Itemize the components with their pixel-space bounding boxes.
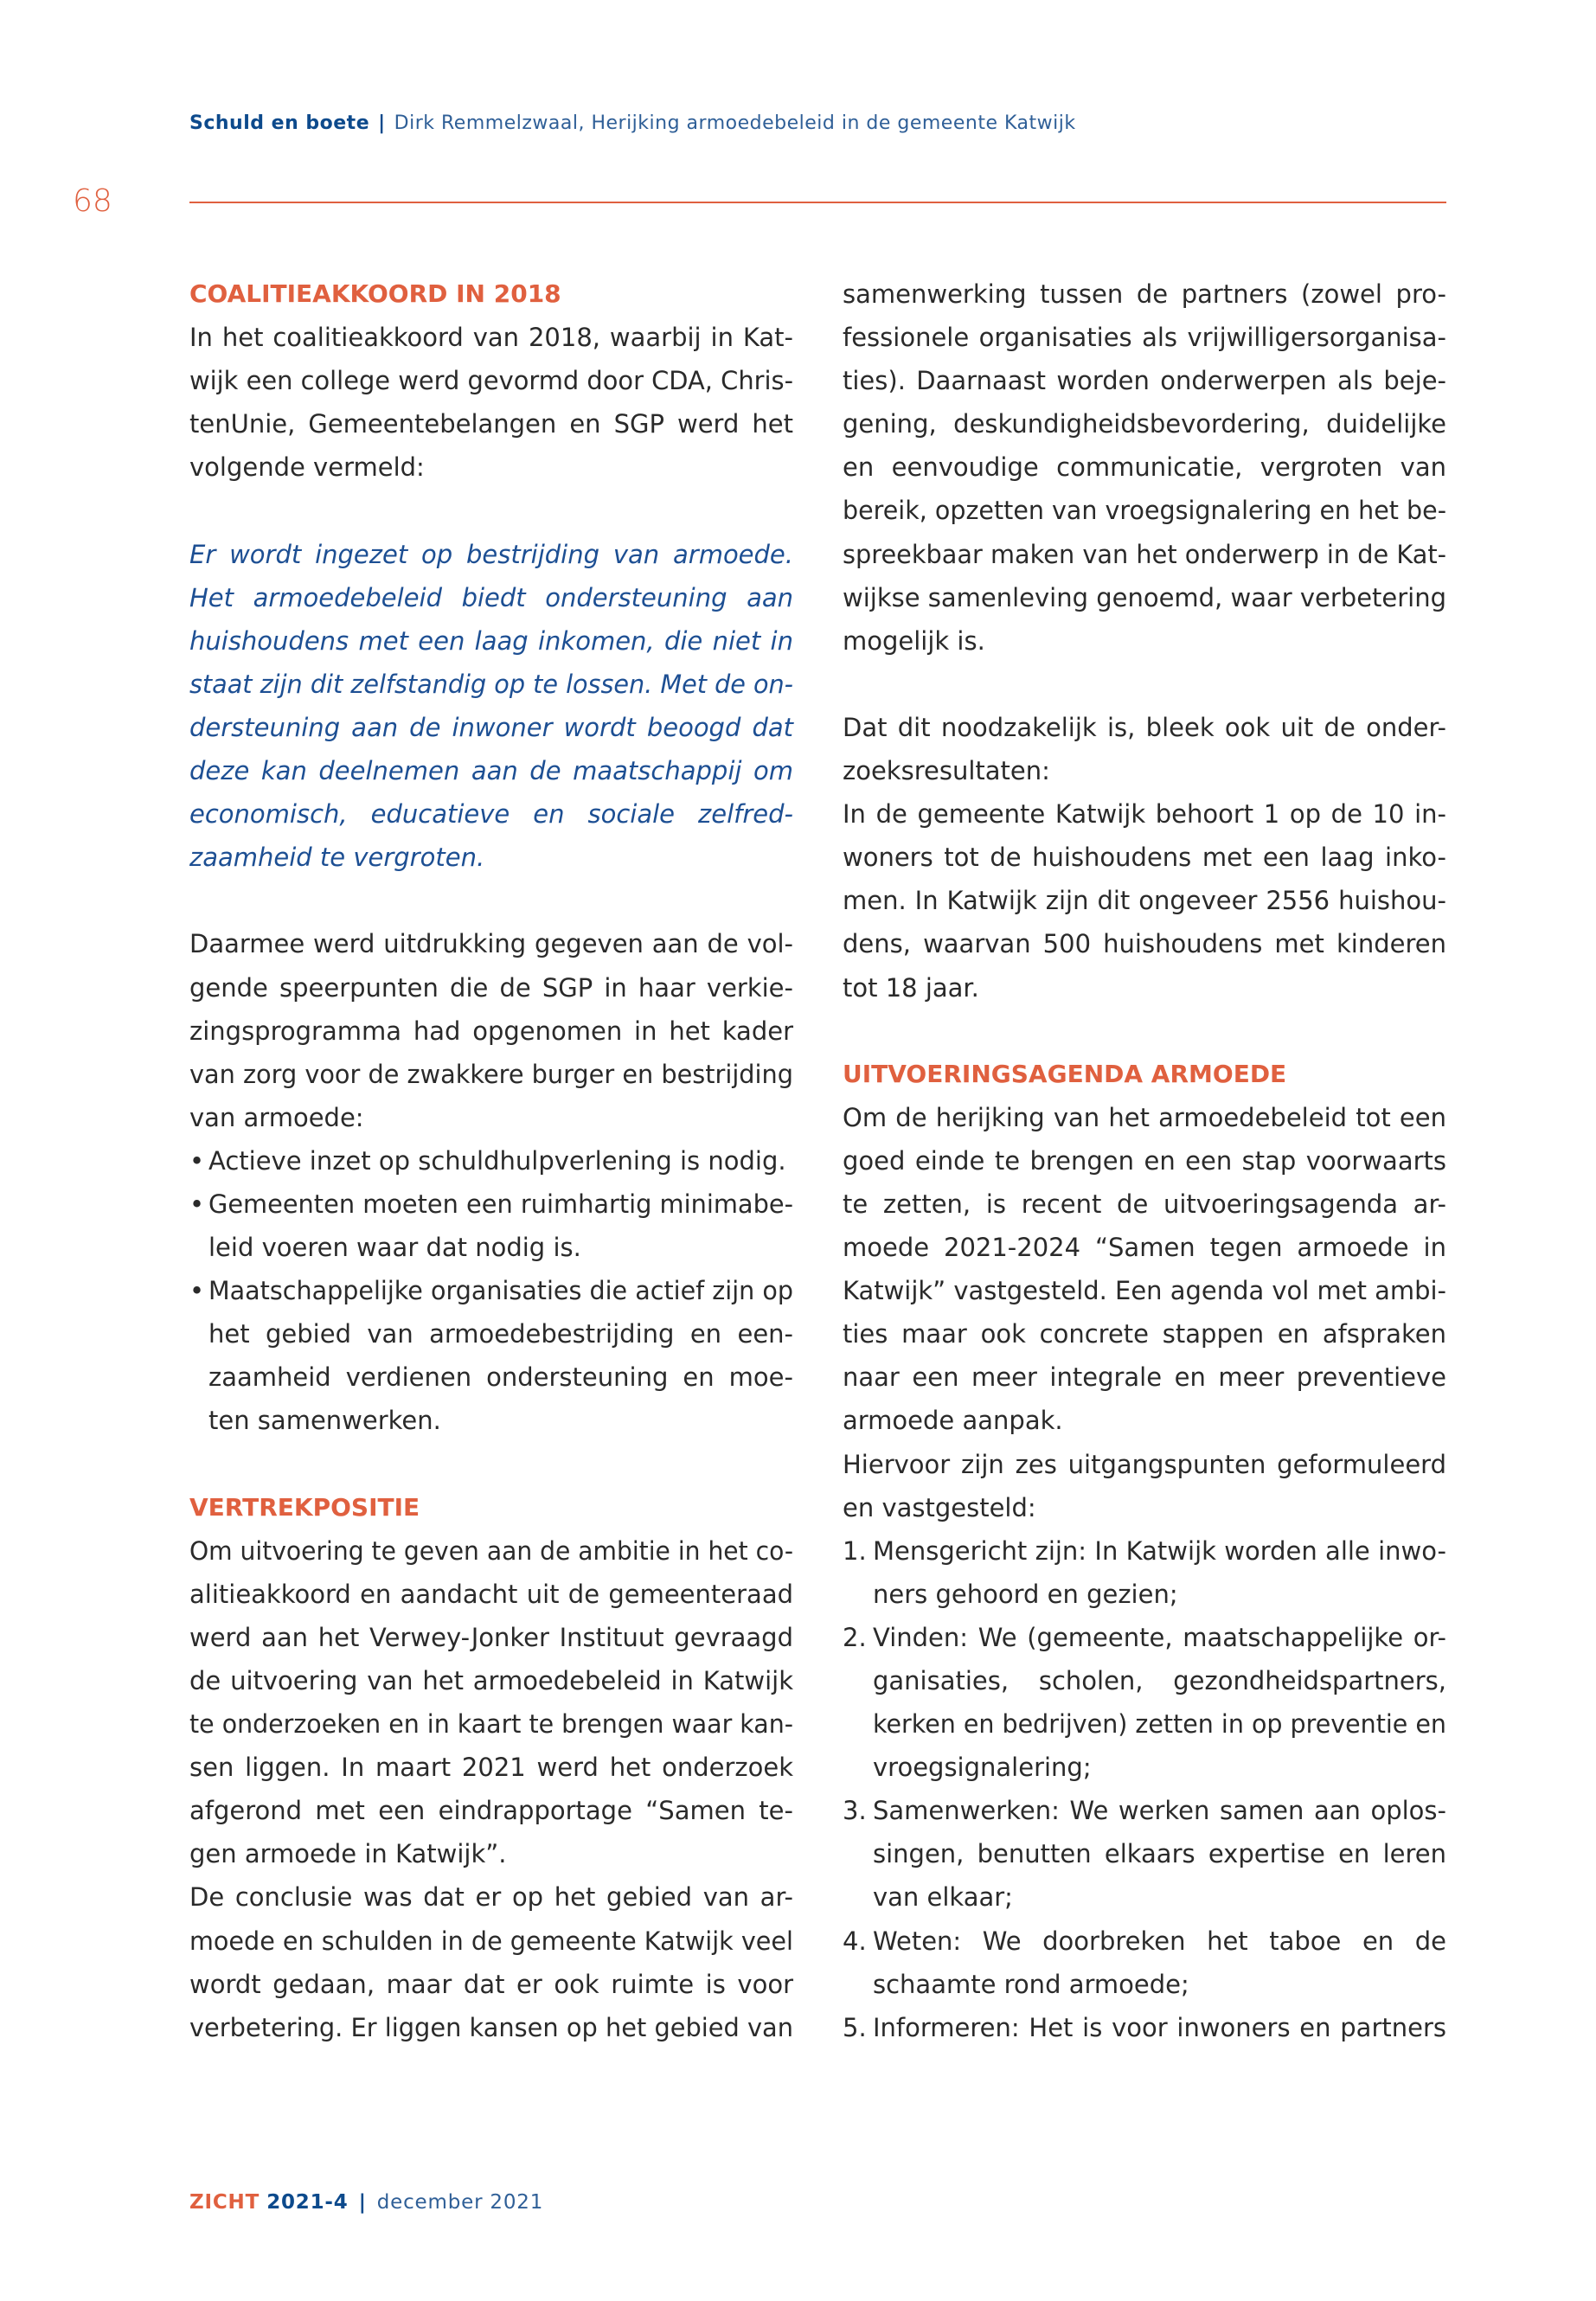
text-line [189,402,793,445]
line-text: vroegsignalering; [873,1753,1092,1783]
line-text: werd aan het Verwey-Jonker Instituut gevraagd [189,1622,793,1652]
line-text: Om uitvoering te geven aan de ambitie in het co- [189,1535,793,1566]
text-line [189,1269,793,1312]
blank-line [189,489,793,532]
line-text: Maatschappelijke organisaties die actief zijn op [208,1276,793,1306]
line-text: tenUnie, Gemeentebelangen en SGP werd het [189,409,793,439]
line-text: van elkaar; [873,1882,1013,1913]
line-text: verbetering. Er liggen kansen op het gebied van [189,2012,793,2042]
text-line [189,1746,793,1789]
line-text: Vinden: We (gemeente, maatschappelijke or- [873,1622,1446,1652]
text-line [189,359,793,402]
line-text: Informeren: Het is voor inwoners en partners [873,2012,1446,2042]
line-text: ganisaties, scholen, gezondheidspartners, [873,1666,1446,1695]
text-line [843,359,1446,402]
line-text: singen, benutten elkaars expertise en leren [873,1839,1446,1869]
line-text: moede en schulden in de gemeente Katwijk veel [189,1926,793,1956]
text-line [189,1139,793,1183]
line-text: In de gemeente Katwijk behoort 1 op de 10 in- [843,799,1446,830]
text-line [843,1183,1446,1226]
section-heading [843,1053,1446,1096]
text-line [843,706,1446,749]
line-text: te zetten, is recent de uitvoeringsagenda ar- [843,1189,1446,1219]
text-line [843,2006,1446,2049]
text-line [843,1269,1446,1312]
text-line [843,1096,1446,1139]
line-text: zaamheid te vergroten. [189,843,485,873]
blank-line [189,879,793,922]
running-header [189,112,1076,134]
text-line [843,1443,1446,1486]
line-text: zoeksresultaten: [843,756,1050,786]
text-line [189,1789,793,1832]
line-text: van zorg voor de zwakkere burger en bestrijding [189,1059,793,1089]
text-line [189,445,793,489]
line-text: volgende vermeld: [189,452,425,483]
line-text: de uitvoering van het armoedebeleid in Katwijk [189,1666,793,1695]
page-number: 68 [73,183,112,219]
text-line [189,922,793,965]
text-line [189,1096,793,1139]
line-text: Dat dit noodzakelijk is, bleek ook uit de onder- [843,712,1446,742]
line-text: men. In Katwijk zijn dit ongeveer 2556 huishou- [843,886,1446,916]
line-text: Katwijk” vastgesteld. Een agenda vol met ambi- [843,1276,1446,1306]
line-text: zaamheid verdienen ondersteuning en moe- [208,1362,793,1393]
text-line [843,836,1446,879]
line-text: ten samenwerken. [208,1406,441,1436]
text-line [843,1486,1446,1529]
text-line [189,1399,793,1442]
line-text: wijkse samenleving genoemd, waar verbetering [843,582,1446,612]
section-heading [189,1486,793,1529]
line-text: gen armoede in Katwijk”. [189,1839,507,1869]
text-line [843,966,1446,1009]
line-text: samenwerking tussen de partners (zowel pro- [843,279,1446,309]
line-text: UITVOERINGSAGENDA ARMOEDE [843,1059,1287,1088]
line-text: VERTREKPOSITIE [189,1492,420,1522]
line-text: spreekbaar maken van het onderwerp in de Kat- [843,539,1446,569]
section-heading [189,272,793,316]
line-text: ners gehoord en gezien; [873,1579,1178,1609]
text-line [843,1832,1446,1875]
line-text: Mensgericht zijn: In Katwijk worden alle inwo- [873,1535,1446,1566]
line-text: het gebied van armoedebestrijding en een- [208,1319,793,1349]
line-text: Het armoedebeleid biedt ondersteuning aan [189,582,793,612]
text-line [843,792,1446,836]
line-text: sen liggen. In maart 2021 werd het onderzoek [189,1753,793,1783]
text-line [843,1789,1446,1832]
line-text: wijk een college werd gevormd door CDA, Chris- [189,366,793,396]
line-text: van armoede: [189,1102,364,1132]
text-line [189,1875,793,1919]
text-line [189,749,793,792]
list-number: 2. [843,1622,867,1652]
line-text: economisch, educatieve en sociale zelfred- [189,799,793,830]
text-line [843,1746,1446,1789]
line-text: ties). Daarnaast worden onderwerpen als beje- [843,366,1446,396]
line-text: huishoudens met een laag inkomen, die niet in [189,625,793,656]
line-text: COALITIEAKKOORD IN 2018 [189,279,561,308]
text-line [843,272,1446,316]
line-text: dersteuning aan de inwoner wordt beoogd dat [189,712,793,742]
line-text: bereik, opzetten van vroegsignalering en het be- [843,496,1446,526]
text-line [189,1963,793,2006]
line-text: naar een meer integrale en meer preventieve [843,1362,1446,1393]
text-line [189,663,793,706]
line-text: gening, deskundigheidsbevordering, duidelijke [843,409,1446,439]
line-text: dens, waarvan 500 huishoudens met kinderen [843,929,1446,959]
line-text: alitieakkoord en aandacht uit de gemeenteraad [189,1579,793,1609]
blank-line [189,1443,793,1486]
text-line [843,1616,1446,1659]
text-line [843,619,1446,663]
text-line [189,1832,793,1875]
text-line [843,1702,1446,1746]
text-line [189,1920,793,1963]
footer-magazine: ZICHT [189,2191,260,2214]
line-text: Weten: We doorbreken het taboe en de [873,1926,1446,1956]
text-line [843,1529,1446,1573]
line-text: In het coalitieakkoord van 2018, waarbij in Kat- [189,323,793,353]
footer-separator: | [358,2191,367,2214]
list-number: 4. [843,1926,867,1956]
text-line [189,1573,793,1616]
line-text: Samenwerken: We werken samen aan oplos- [873,1796,1446,1826]
text-line [189,1702,793,1746]
text-line [189,619,793,663]
blank-line [843,663,1446,706]
text-line [843,445,1446,489]
line-text: ties maar ook concrete stappen en afspraken [843,1319,1446,1349]
bullet-icon: • [189,1145,205,1176]
text-line [189,2006,793,2049]
line-text: tot 18 jaar. [843,972,979,1003]
text-line [843,1963,1446,2006]
line-text: Gemeenten moeten een ruimhartig minimabe- [208,1189,793,1219]
text-line [843,1659,1446,1702]
bullet-icon: • [189,1189,205,1219]
left-column [189,272,793,2049]
line-text: moede 2021-2024 “Samen tegen armoede in [843,1233,1446,1263]
text-line [189,576,793,619]
text-line [189,533,793,576]
text-line [843,1399,1446,1442]
text-line [189,1356,793,1399]
line-text: Hiervoor zijn zes uitgangspunten geformuleerd [843,1449,1446,1479]
text-line [843,1356,1446,1399]
text-line [189,1053,793,1096]
text-line [843,1139,1446,1183]
text-line [189,1226,793,1269]
line-text: gende speerpunten die de SGP in haar verkie- [189,972,793,1003]
text-line [843,1226,1446,1269]
text-line [843,879,1446,922]
line-text: Actieve inzet op schuldhulpverlening is nodig. [208,1145,786,1176]
line-text: wordt gedaan, maar dat er ook ruimte is voor [189,1969,793,1999]
list-number: 1. [843,1535,867,1566]
footer [189,2191,543,2214]
line-text: en eenvoudige communicatie, vergroten van [843,452,1446,483]
list-number: 3. [843,1796,867,1826]
text-line [843,749,1446,792]
right-column [843,272,1446,2049]
line-text: zingsprogramma had opgenomen in het kader [189,1016,793,1046]
running-header-title: Dirk Remmelzwaal, Herijking armoedebeleid in de gemeente Katwijk [394,112,1076,134]
line-text: De conclusie was dat er op het gebied van ar- [189,1882,793,1913]
header-rule [189,202,1446,203]
bullet-icon: • [189,1276,205,1306]
text-line [189,316,793,359]
line-text: en vastgesteld: [843,1492,1036,1522]
text-line [843,1875,1446,1919]
line-text: mogelijk is. [843,625,985,656]
text-line [843,533,1446,576]
line-text: te onderzoeken en in kaart te brengen waar kan- [189,1709,793,1740]
text-line [189,706,793,749]
line-text: armoede aanpak. [843,1406,1063,1436]
text-line [189,1312,793,1356]
footer-issue: 2021-4 [266,2191,349,2214]
running-header-section: Schuld en boete [189,112,370,134]
line-text: deze kan deelnemen aan de maatschappij om [189,756,793,786]
line-text: staat zijn dit zelfstandig op te lossen. Met de on- [189,669,793,699]
line-text: fessionele organisaties als vrijwilligersorganisa- [843,323,1446,353]
line-text: schaamte rond armoede; [873,1969,1189,1999]
text-line [189,1183,793,1226]
line-text: Om de herijking van het armoedebeleid tot een [843,1102,1446,1132]
text-line [843,1573,1446,1616]
text-line [843,489,1446,532]
line-text: goed einde te brengen en een stap voorwaarts [843,1145,1446,1176]
text-line [843,316,1446,359]
text-line [189,1616,793,1659]
text-line [843,402,1446,445]
text-line [843,1312,1446,1356]
text-line [189,792,793,836]
line-text: leid voeren waar dat nodig is. [208,1233,581,1263]
line-text: Daarmee werd uitdrukking gegeven aan de vol- [189,929,793,959]
line-text: woners tot de huishoudens met een laag inko- [843,843,1446,873]
text-line [189,1009,793,1053]
text-line [843,576,1446,619]
text-line [189,966,793,1009]
footer-date: december 2021 [376,2191,544,2214]
running-header-separator: | [378,112,386,134]
line-text: afgerond met een eindrapportage “Samen te- [189,1796,793,1826]
blank-line [843,1009,1446,1053]
list-number: 5. [843,2012,867,2042]
text-line [189,1529,793,1573]
text-line [189,1659,793,1702]
line-text: kerken en bedrijven) zetten in op preventie en [873,1709,1446,1740]
text-line [189,836,793,879]
line-text: Er wordt ingezet op bestrijding van armoede. [189,539,793,569]
text-line [843,1920,1446,1963]
text-line [843,922,1446,965]
